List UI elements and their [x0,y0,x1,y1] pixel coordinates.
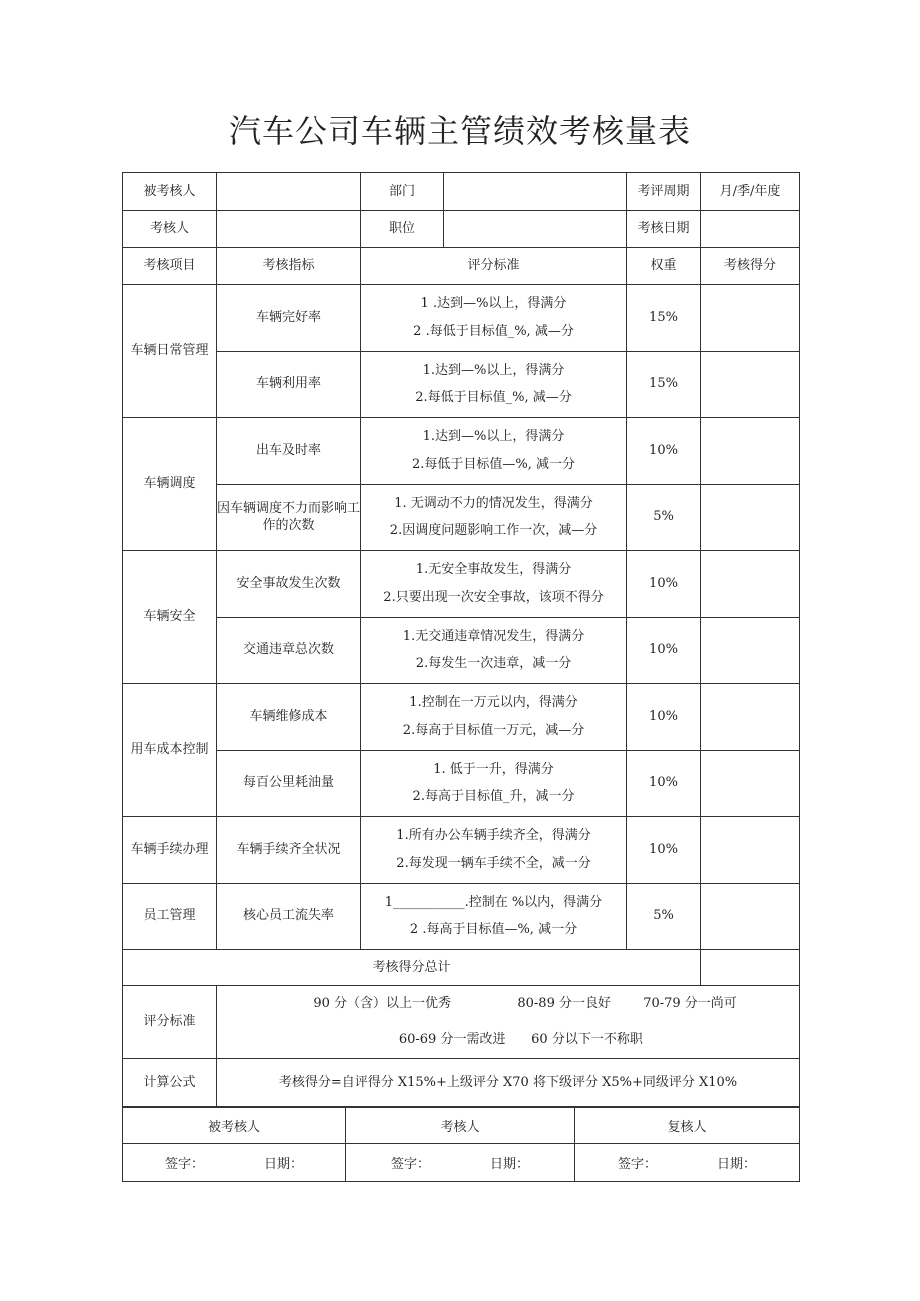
weight-cell: 5% [627,484,701,551]
total-row [123,950,800,986]
sign-cell-appraiser[interactable] [346,1144,575,1182]
department-label: 部门 [361,173,444,211]
criteria-line: 1.达到—%以上，得满分 [422,429,565,445]
category-cell: 车辆日常管理 [123,285,217,418]
criteria-line: 1___________.控制在 %以内，得满分 [384,894,603,910]
category-cell: 车辆调度 [123,418,217,551]
weight-cell: 10% [627,418,701,485]
scoring-grade: 60 分以下一不称职 [531,1032,643,1047]
date-label: 日期： [264,1157,304,1172]
score-cell[interactable] [701,883,800,950]
criteria-cell [361,285,627,352]
criteria-line: 2.每发现一辆车手续不全，减一分 [396,855,591,871]
indicator-cell: 车辆利用率 [217,351,361,418]
sign-role-appraisee: 被考核人 [123,1107,346,1144]
sign-label: 签字： [617,1157,657,1172]
score-cell[interactable] [701,418,800,485]
criteria-line: 1. 无调动不力的情况发生，得满分 [394,495,593,511]
table-row [123,684,800,751]
formula-row [123,1059,800,1108]
appraiser-field[interactable] [217,211,361,248]
criteria-line: 1.无安全事故发生，得满分 [415,562,572,578]
sign-role-reviewer: 复核人 [575,1107,800,1144]
score-cell[interactable] [701,684,800,751]
signature-table [122,1106,800,1182]
col-criteria: 评分标准 [361,248,627,285]
criteria-line: 2.每低于目标值_%, 减—分 [415,390,572,406]
criteria-line: 2.每高于目标值_升，减一分 [412,789,575,805]
table-row [123,551,800,618]
sign-cell-reviewer[interactable] [575,1144,800,1182]
score-cell[interactable] [701,351,800,418]
weight-cell: 15% [627,285,701,352]
date-label: 日期： [490,1157,530,1172]
indicator-cell: 因车辆调度不力而影响工作的次数 [217,484,361,551]
table-row [123,883,800,950]
col-score: 考核得分 [701,248,800,285]
scoring-grade: 60-69 分一需改进 [398,1032,506,1047]
category-cell: 员工管理 [123,883,217,950]
weight-cell: 10% [627,817,701,884]
appraisee-label: 被考核人 [123,173,217,211]
period-label: 考评周期 [627,173,701,211]
criteria-line: 1. 低于一升，得满分 [433,761,554,777]
sign-label: 签字： [390,1157,430,1172]
table-row [123,351,800,418]
criteria-cell [361,418,627,485]
criteria-cell [361,883,627,950]
weight-cell: 10% [627,684,701,751]
total-label: 考核得分总计 [123,950,701,986]
criteria-line: 2 .每低于目标值_%, 减—分 [413,323,574,339]
score-cell[interactable] [701,817,800,884]
criteria-cell [361,551,627,618]
scoring-grade: 80-89 分一良好 [517,996,611,1011]
scoring-line-2 [217,1022,799,1058]
header-row-1 [123,173,800,211]
indicator-cell: 每百公里耗油量 [217,750,361,817]
criteria-line: 2 .每高于目标值—%, 减一分 [409,922,578,938]
weight-cell: 15% [627,351,701,418]
date-field[interactable] [701,211,800,248]
scoring-grade: 90 分（含）以上一优秀 [313,996,452,1011]
appraiser-label: 考核人 [123,211,217,248]
table-row [123,285,800,352]
weight-cell: 10% [627,551,701,618]
indicator-cell: 车辆维修成本 [217,684,361,751]
criteria-cell [361,617,627,684]
criteria-line: 2.每发生一次违章，减一分 [415,656,572,672]
criteria-line: 2.每低于目标值—%, 减一分 [411,456,576,472]
scoring-line-1 [217,986,799,1022]
appraisal-table [122,172,800,1108]
sign-role-appraiser: 考核人 [346,1107,575,1144]
weight-cell: 10% [627,750,701,817]
score-cell[interactable] [701,285,800,352]
indicator-cell: 车辆手续齐全状况 [217,817,361,884]
score-cell[interactable] [701,484,800,551]
table-row [123,418,800,485]
department-field[interactable] [444,173,627,211]
period-value[interactable]: 月/季/年度 [701,173,800,211]
table-row [123,617,800,684]
criteria-line: 1.达到—%以上，得满分 [422,362,565,378]
criteria-line: 1 .达到—%以上，得满分 [420,296,567,312]
criteria-line: 1.所有办公车辆手续齐全，得满分 [396,828,591,844]
sign-label: 签字： [164,1157,204,1172]
score-cell[interactable] [701,617,800,684]
header-row-2 [123,211,800,248]
position-field[interactable] [444,211,627,248]
table-row [123,484,800,551]
weight-cell: 10% [627,617,701,684]
formula-label: 计算公式 [123,1059,217,1108]
category-cell: 车辆手续办理 [123,817,217,884]
criteria-cell [361,750,627,817]
criteria-cell [361,817,627,884]
total-score-field[interactable] [701,950,800,986]
criteria-line: 2.因调度问题影响工作一次，减—分 [389,523,598,539]
col-weight: 权重 [627,248,701,285]
col-indicator: 考核指标 [217,248,361,285]
category-cell: 用车成本控制 [123,684,217,817]
category-cell: 车辆安全 [123,551,217,684]
score-cell[interactable] [701,750,800,817]
indicator-cell: 核心员工流失率 [217,883,361,950]
position-label: 职位 [361,211,444,248]
scoring-row [123,986,800,1059]
scoring-content [217,986,800,1059]
page-title: 汽车公司车辆主管绩效考核量表 [228,112,691,150]
criteria-line: 2.每高于目标值一万元，减—分 [402,722,585,738]
date-label: 日期： [717,1157,757,1172]
indicator-cell: 出车及时率 [217,418,361,485]
formula-text: 考核得分=自评得分 X15%+上级评分 X70 将下级评分 X5%+同级评分 X10% [217,1059,800,1108]
table-row [123,817,800,884]
scoring-label: 评分标准 [123,986,217,1059]
col-category: 考核项目 [123,248,217,285]
criteria-line: 2.只要出现一次安全事故，该项不得分 [383,589,604,605]
indicator-cell: 安全事故发生次数 [217,551,361,618]
appraisee-field[interactable] [217,173,361,211]
sign-cell-appraisee[interactable] [123,1144,346,1182]
column-header-row [123,248,800,285]
indicator-cell: 车辆完好率 [217,285,361,352]
weight-cell: 5% [627,883,701,950]
criteria-line: 1.无交通违章情况发生，得满分 [402,628,585,644]
criteria-line: 1.控制在一万元以内，得满分 [409,695,578,711]
criteria-cell [361,684,627,751]
table-row [123,750,800,817]
date-label: 考核日期 [627,211,701,248]
criteria-cell [361,484,627,551]
criteria-cell [361,351,627,418]
indicator-cell: 交通违章总次数 [217,617,361,684]
scoring-grade: 70-79 分一尚可 [643,996,737,1011]
score-cell[interactable] [701,551,800,618]
